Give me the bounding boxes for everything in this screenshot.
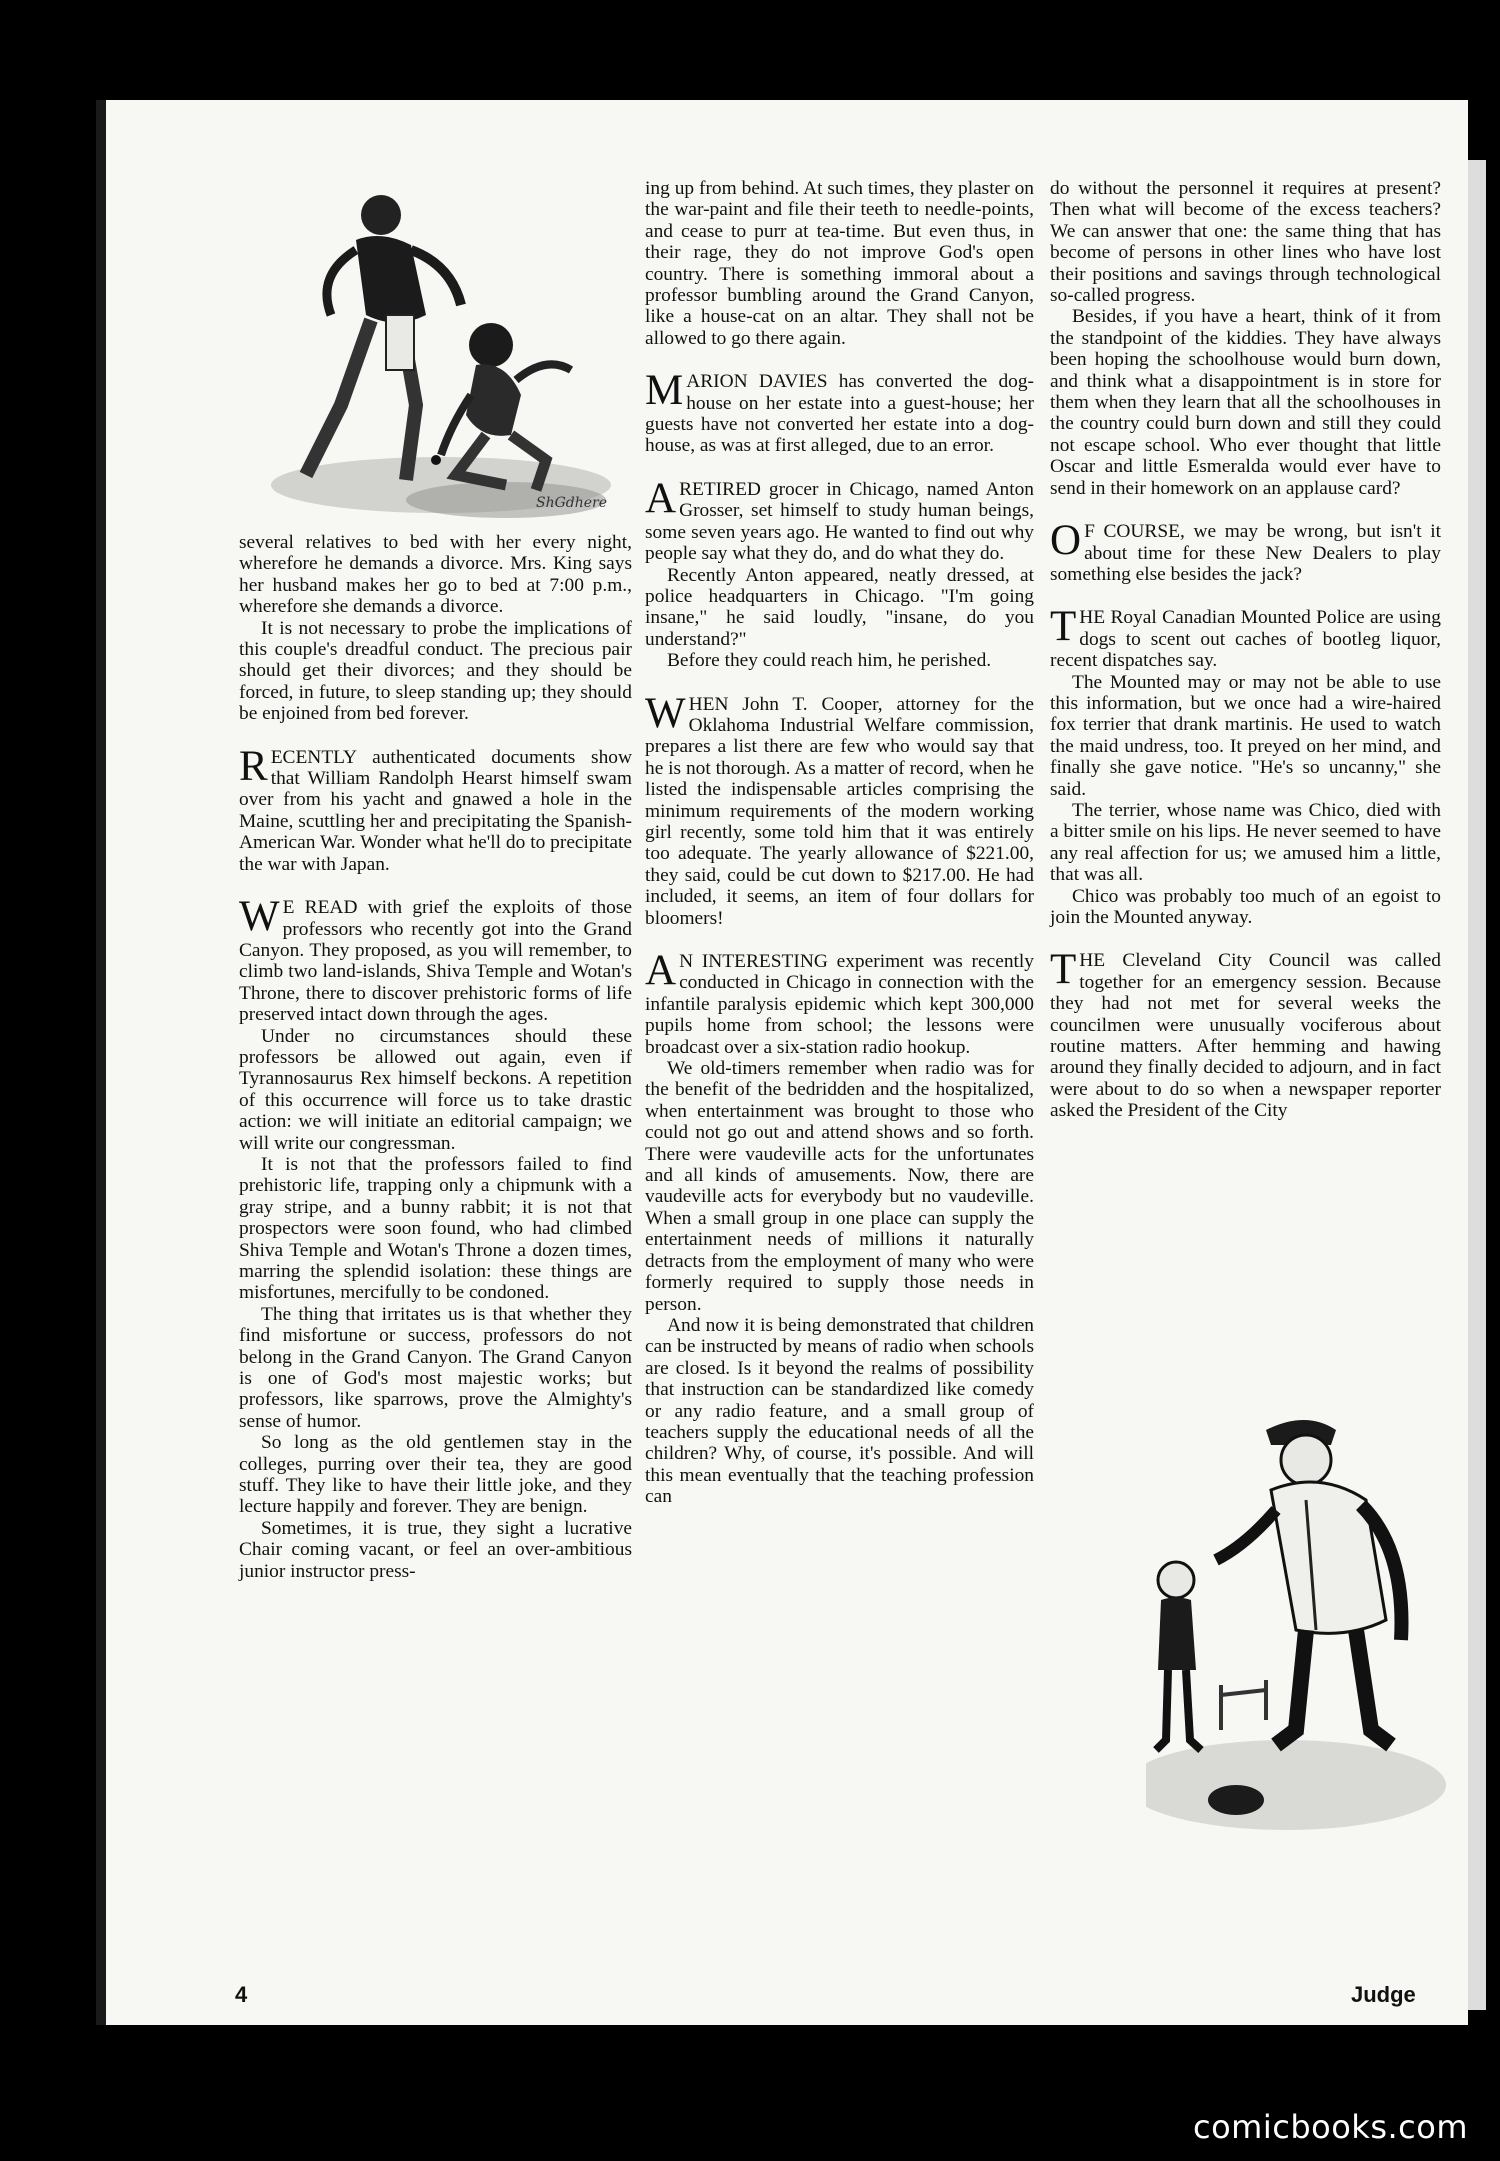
paragraph: We old-timers remember when radio was for the benefit of the bedridden and the hospitalized, when entertainment was brought to those who could not go out and attend shows and so forth. There were vaudeville acts for the unfortunates and all kinds of amusements. Now, there are vaudeville acts for everybody but no vaudeville. When a small group in one place can supply the entertainment needs of millions it naturally detracts from the employment of many who were formerly required to supply those needs in person. [645, 1058, 1034, 1315]
paragraph: Before they could reach him, he perished. [667, 650, 992, 672]
dropcap: A [645, 474, 677, 522]
paragraph: Besides, if you have a heart, think of it from the standpoint of the kiddies. They have always been hoping the schoolhouse would burn down, and think what a disappointment is in store for them when they learn that all the schoolhouses in the country could burn down and still they could not escape school. Who ever thought that little Oscar and little Esmeralda would ever have to send in their homework on an applause card? [1050, 306, 1441, 499]
article-radio [645, 947, 1034, 1508]
watermark: comicbooks.com [1192, 2108, 1468, 2146]
article-hearst [239, 742, 632, 875]
paragraph: F COURSE, we may be wrong, but isn't it about time for these New Dealers to play something else besides the jack? [1050, 521, 1441, 585]
column-middle [645, 178, 1034, 1530]
paragraph: E READ with grief the exploits of those professors who recently got into the Grand Canyon. They proposed, as you will remember, to climb two land-islands, Shiva Temple and Wotan's Throne, there to discover prehistoric forms of life preserved intact down through the ages. [239, 897, 632, 1026]
article-radio-continuation [1050, 178, 1441, 499]
magazine-name: Judge [1351, 1982, 1416, 2007]
article-cleveland [1050, 946, 1441, 1122]
page-number: 4 [235, 1982, 248, 2007]
paragraph: So long as the old gentlemen stay in the colleges, purring over their tea, they are good stuff. They like to have their little joke, and they lecture happily and forever. They are benign. [239, 1432, 632, 1518]
paragraph: Sometimes, it is true, they sight a lucrative Chair coming vacant, or feel an over-ambitious junior instructor press- [239, 1517, 632, 1582]
article-divorce-continuation [239, 532, 632, 725]
dropcap: M [645, 367, 684, 415]
dropcap: T [1050, 603, 1077, 651]
paragraph: It is not that the professors failed to find prehistoric life, trapping only a chipmunk with a gray stripe, and a bunny rabbit; it is not that prospectors were soon found, who had climbed Shiva Temple and Wotan's Throne a dozen times, marring the splendid isolation: these things are misfortunes, mercifully to be condoned. [239, 1153, 632, 1304]
paragraph: Recently Anton appeared, neatly dressed, at police headquarters in Chicago. "I'm going insane," he said loudly, "insane, do you understand?" [645, 564, 1034, 650]
paragraph: do without the personnel it requires at present? Then what will become of the excess teachers? We can answer that one: the same thing that has become of persons in other lines who have lost their positions and savings through technological so-called progress. [1050, 178, 1441, 307]
binder-edge [96, 100, 106, 2025]
paragraph: The Mounted may or may not be able to use this information, but we once had a wire-haired fox terrier that drank martinis. He used to watch the maid undress, too. It preyed on her mind, and finally she gave notice. "He's so uncanny," she said. [1050, 671, 1441, 800]
article-davies [645, 367, 1034, 457]
paragraph: And now it is being demonstrated that children can be instructed by means of radio when schools are closed. Is it beyond the realms of possibility that instruction can be standardized like comedy or any radio feature, and a small group of teachers supply the educational needs of all the children? Why, of course, it's possible. And will this mean eventually that the teaching profession can [645, 1314, 1034, 1508]
cartoon-illustration-professors [236, 155, 626, 525]
paragraph: N INTERESTING experiment was recently conducted in Chicago in connection with the infantile paralysis epidemic which kept 300,000 pupils home from school; the lessons were broadcast over a six-station radio hookup. [645, 951, 1034, 1058]
paragraph: HE Cleveland City Council was called together for an emergency session. Because they had not met for several weeks the councilmen were unusually vociferous about routine matters. After hemming and hawing around they finally decided to adjourn, and in fact were about to do so when a newspaper reporter asked the President of the City [1050, 950, 1441, 1122]
column-right [1050, 178, 1441, 1144]
article-mounted-police [1050, 603, 1441, 928]
paragraph: Under no circumstances should these professors be allowed out again, even if Tyrannosaurus Rex himself beckons. A repetition of this occurrence will force us to take drastic action: we will initiate an editorial campaign; we will write our congressman. [239, 1025, 632, 1154]
svg-text:ShGdhere: ShGdhere [536, 495, 608, 511]
paragraph: HEN John T. Cooper, attorney for the Oklahoma Industrial Welfare commission, prepares a list there are few who would say that he is not thorough. As a matter of record, when he listed the indispensable articles comprising the minimum requirements of the modern working girl recently, some told him that it was entirely too adequate. The yearly allowance of $221.00, they said, could be cut down to $217.00. He had included, it seems, an item of four dollars for bloomers! [645, 693, 1034, 929]
paragraph: RETIRED grocer in Chicago, named Anton Grosser, set himself to study human beings, some seven years ago. He wanted to find out why people say what they do, and do what they do. [645, 478, 1034, 565]
paragraph: several relatives to bed with her every night, wherefore he demands a divorce. Mrs. King says her husband makes her go to bed at 7:00 p.m., wherefore she demands a divorce. [239, 532, 632, 618]
paragraph: Chico was probably too much of an egoist to join the Mounted anyway. [1050, 885, 1441, 928]
paragraph: ing up from behind. At such times, they plaster on the war-paint and file their teeth to needle-points, and cease to purr at tea-time. But even thus, in their rage, they do not improve God's open country. There is something immoral about a professor bumbling around the Grand Canyon, like a house-cat on an altar. They shall not be allowed to go there again. [645, 178, 1034, 349]
cartoon-illustration-council [1146, 1400, 1456, 1850]
dropcap: A [645, 947, 677, 994]
paragraph: ARION DAVIES has converted the dog-house on her estate into a guest-house; her guests have not converted her estate into a dog-house, as was at first alleged, due to an error. [645, 371, 1034, 457]
dropcap: W [239, 893, 280, 941]
article-professors-continuation [645, 178, 1034, 349]
magazine-page [106, 100, 1468, 2025]
paragraph: HE Royal Canadian Mounted Police are using dogs to scent out caches of bootleg liquor, recent dispatches say. [1050, 607, 1441, 672]
dropcap: O [1050, 517, 1082, 565]
paragraph: It is not necessary to probe the implications of this couple's dreadful conduct. The precious pair should get their divorces; and they should be forced, in future, to sleep standing up; they should be enjoined from bed forever. [239, 617, 632, 725]
article-cooper [645, 689, 1034, 929]
dropcap: T [1050, 946, 1077, 994]
dropcap: R [239, 742, 268, 790]
column-left [239, 532, 632, 1604]
paragraph: ECENTLY authenticated documents show that William Randolph Hearst himself swam over from his yacht and gnawed a hole in the Maine, scuttling her and precipitating the Spanish-American War. Wonder what he'll do to precipitate the war with Japan. [239, 746, 632, 875]
article-new-dealers [1050, 517, 1441, 585]
article-grosser [645, 474, 1034, 672]
paragraph: The terrier, whose name was Chico, died with a bitter smile on his lips. He never seemed to have any real affection for us; we amused him a little, that was all. [1050, 799, 1441, 886]
paragraph: The thing that irritates us is that whether they find misfortune or success, professors do not belong in the Grand Canyon. The Grand Canyon is one of God's most majestic works; but professors, like sparrows, prove the Almighty's sense of humor. [239, 1303, 632, 1432]
dropcap: W [645, 689, 686, 737]
article-professors [239, 893, 632, 1582]
next-page-edge [1468, 160, 1486, 2010]
